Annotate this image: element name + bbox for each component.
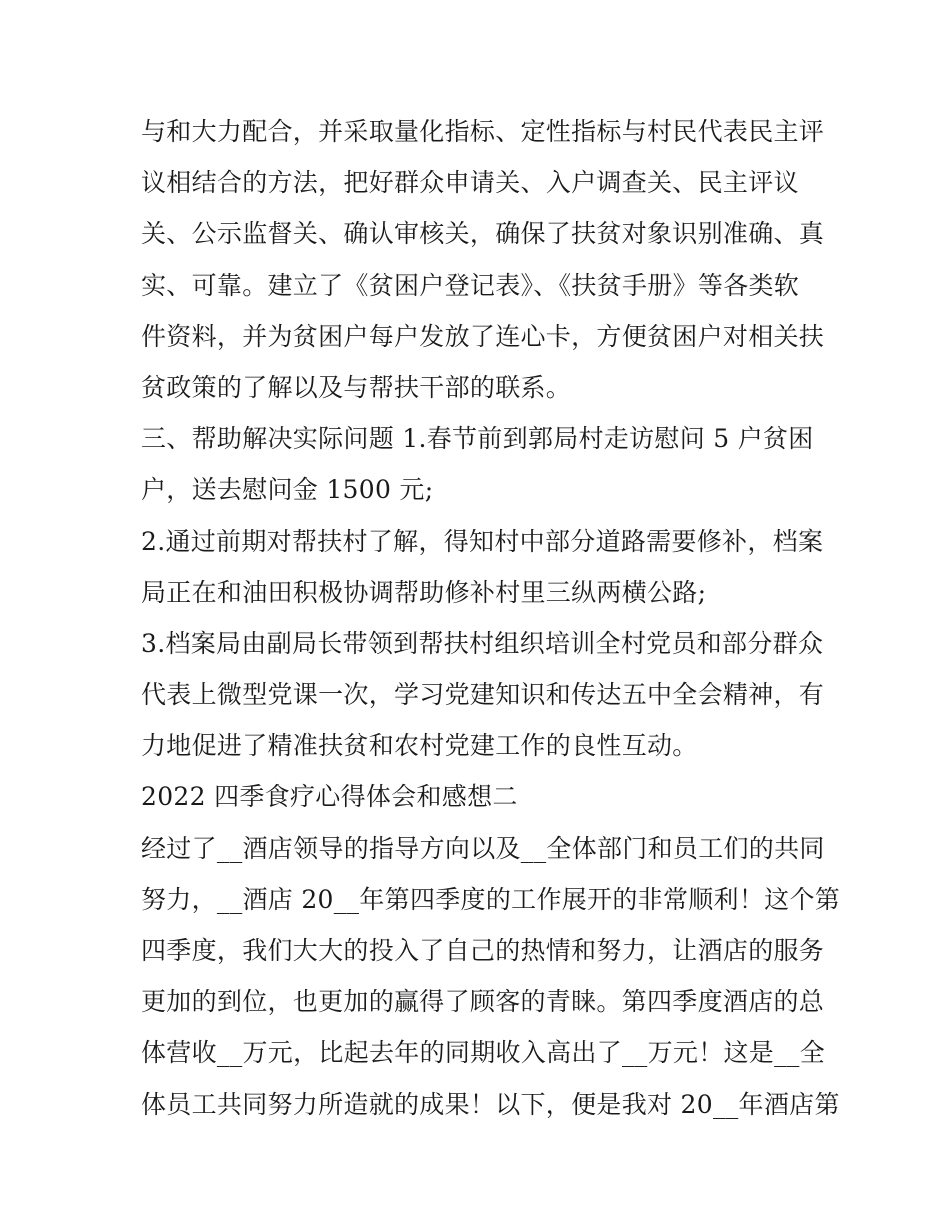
article-title: 2022 四季食疗心得体会和感想二	[141, 782, 518, 812]
document-body	[141, 106, 841, 1130]
list-item-line: 3.档案局由副局长带领到帮扶村组织培训全村党员和部分群众	[141, 628, 824, 658]
text-line: 贫政策的了解以及与帮扶干部的联系。	[141, 372, 572, 402]
text-line: 力地促进了精准扶贫和农村党建工作的良性互动。	[141, 731, 698, 761]
text-line: 关、公示监督关、确认审核关，确保了扶贫对象识别准确、真	[141, 219, 825, 249]
text-line: 局正在和油田积极协调帮助修补村里三纵两横公路;	[141, 577, 707, 607]
text-line: 实、可靠。建立了《贫困户登记表》、《扶贫手册》等各类软	[141, 270, 800, 300]
text-line: 与和大力配合，并采取量化指标、定性指标与村民代表民主评	[141, 117, 825, 146]
section-heading-line: 三、帮助解决实际问题 1.春节前到郭局村走访慰问 5 户贫困	[141, 424, 814, 454]
text-line: 件资料，并为贫困户每户发放了连心卡，方便贫困户对相关扶	[141, 321, 825, 351]
text-line: 议相结合的方法，把好群众申请关、入户调查关、民主评议	[141, 168, 799, 198]
text-line: 四季度，我们大大的投入了自己的热情和努力，让酒店的服务	[141, 936, 825, 965]
list-item-line: 2.通过前期对帮扶村了解，得知村中部分道路需要修补，档案	[141, 526, 824, 556]
text-line: 代表上微型党课一次，学习党建知识和传达五中全会精神，有	[141, 680, 825, 710]
text-line: 经过了__酒店领导的指导方向以及__全体部门和员工们的共同	[141, 833, 825, 863]
text-line: 努力，__酒店 20__年第四季度的工作展开的非常顺利！这个第	[141, 884, 841, 914]
text-line: 户，送去慰问金 1500 元;	[141, 475, 434, 505]
text-line: 体营收__万元，比起去年的同期收入高出了__万元！这是__全	[141, 1038, 826, 1068]
text-line: 更加的到位，也更加的赢得了顾客的青睐。第四季度酒店的总	[141, 987, 825, 1017]
text-line: 体员工共同努力所造就的成果！以下，便是我对 20__年酒店第	[141, 1089, 840, 1119]
